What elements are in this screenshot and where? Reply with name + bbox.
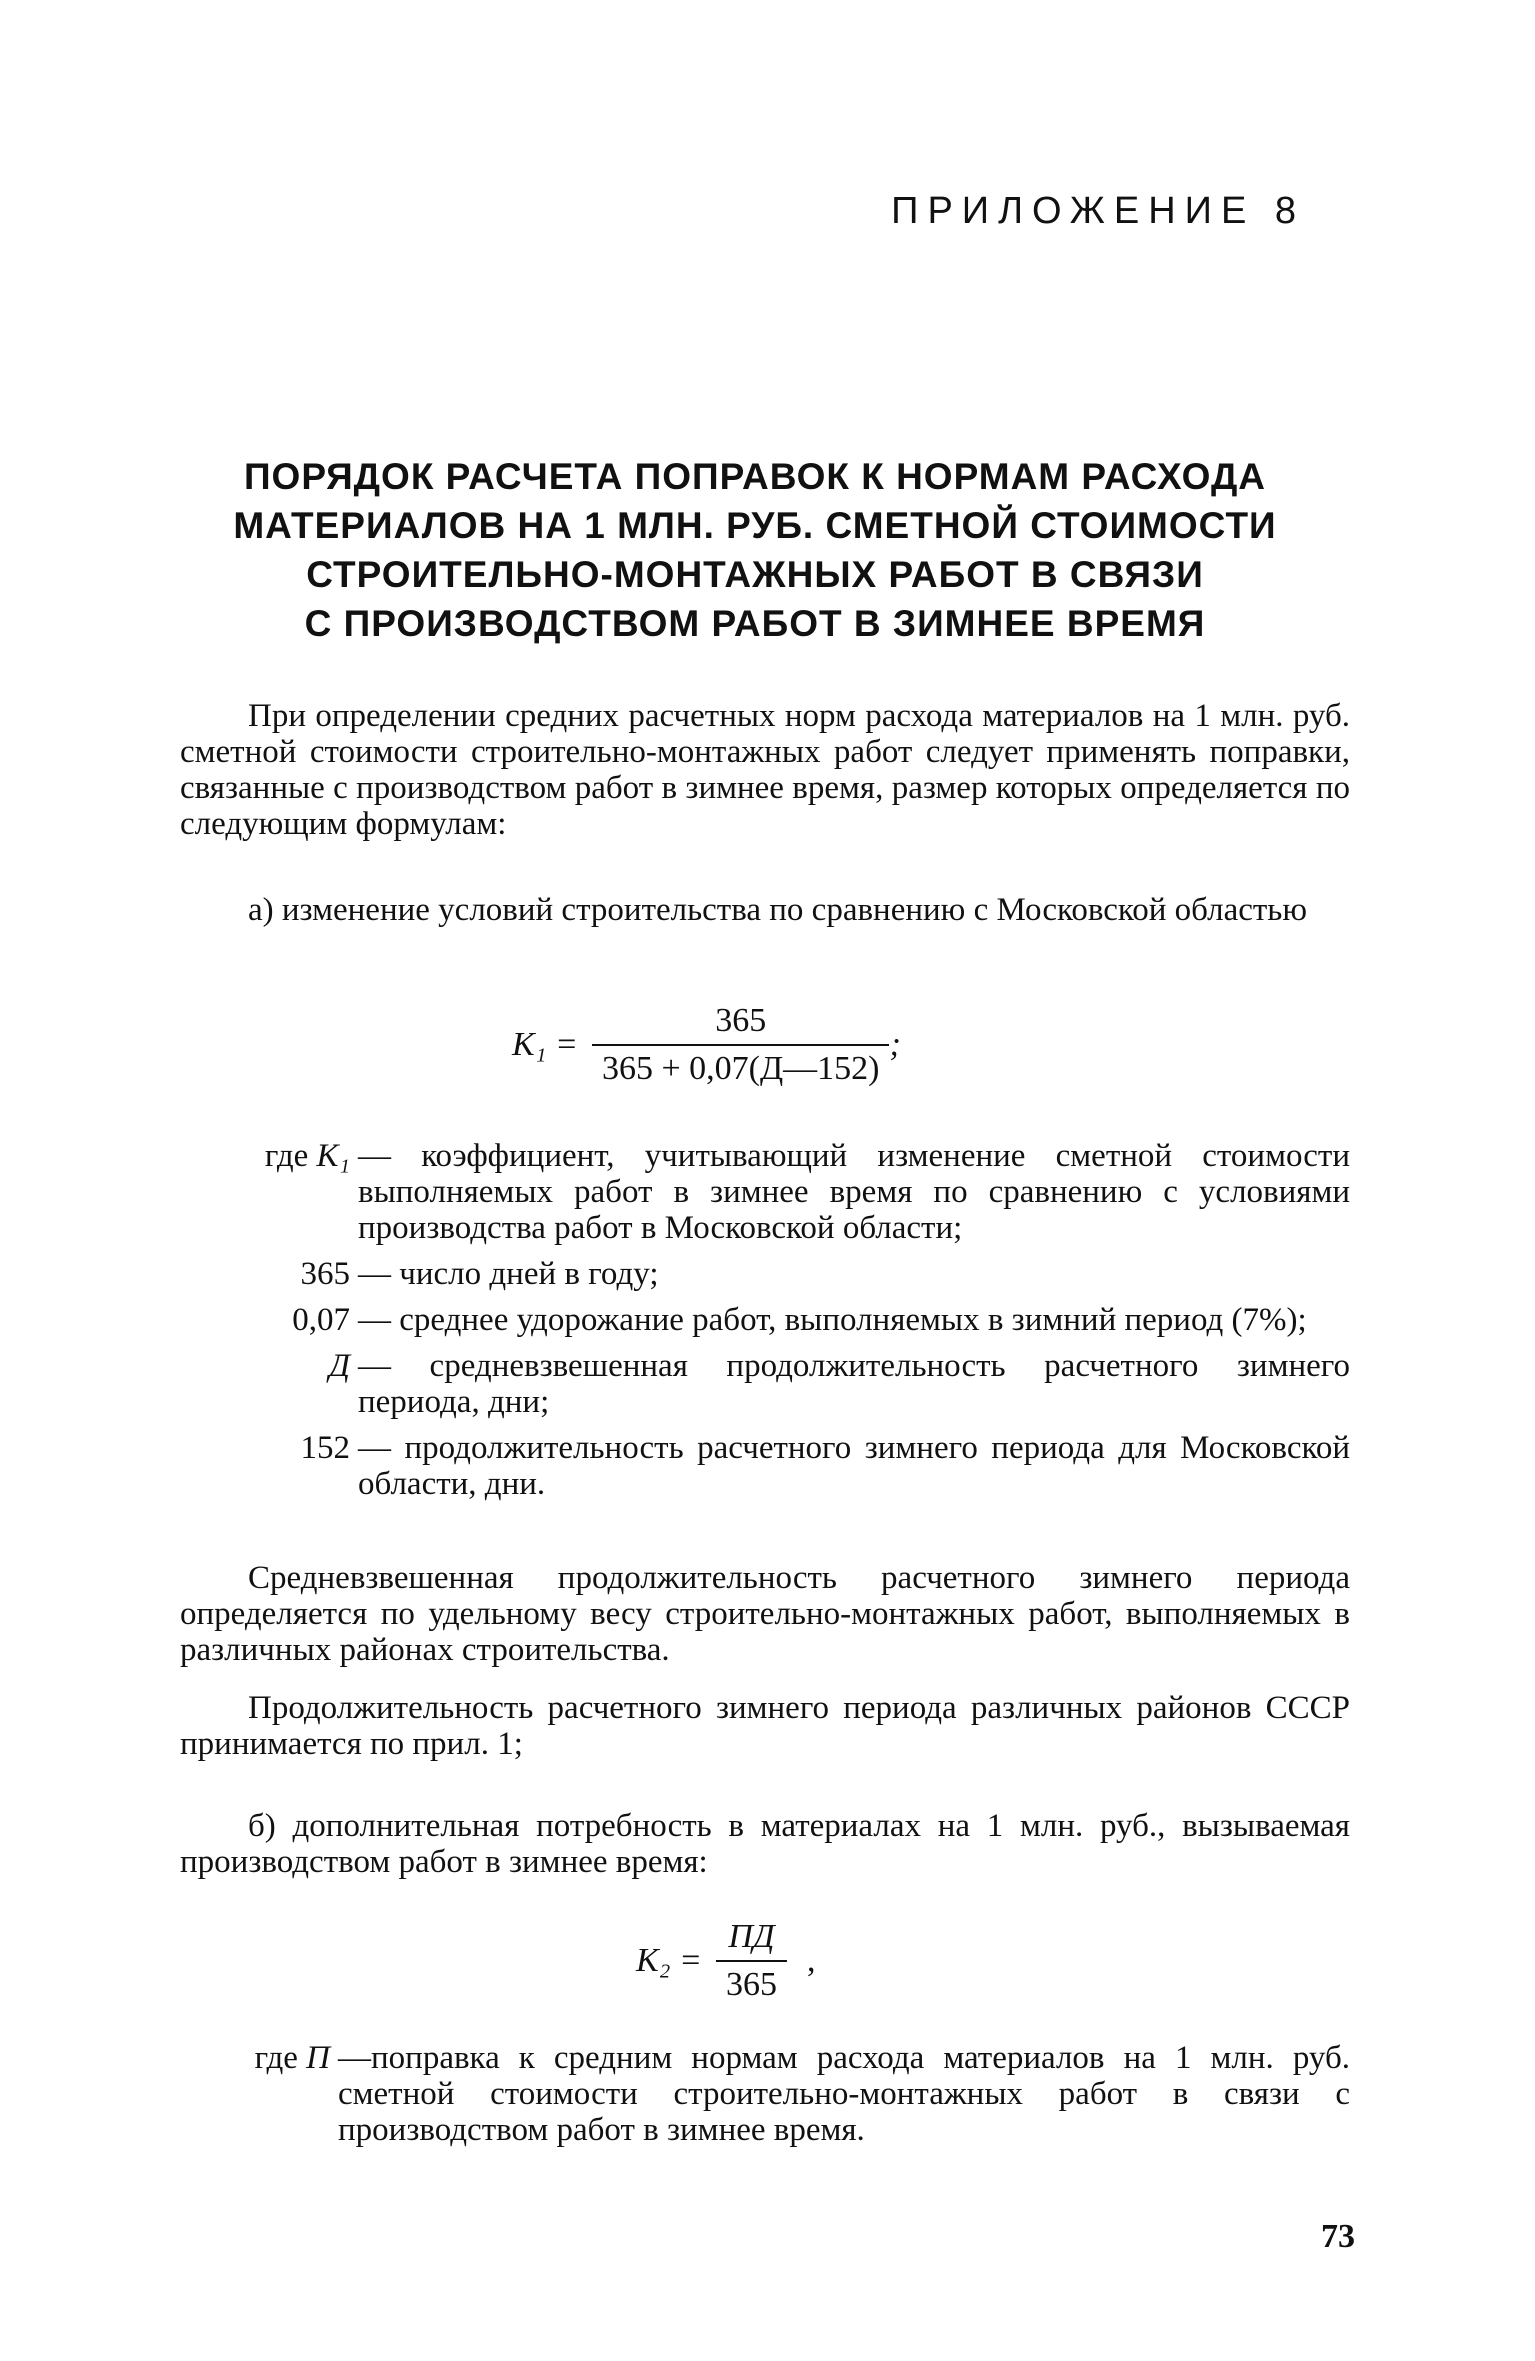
definition-symbol (180, 1302, 358, 1338)
definition-symbol-text: 0,07 (292, 1302, 350, 1338)
title-line: МАТЕРИАЛОВ НА 1 МЛН. РУБ. СМЕТНОЙ СТОИМОСТИ (233, 505, 1277, 546)
formula-k2-numerator: ПД (728, 1918, 775, 1955)
formula-k1-numerator: 365 (715, 1002, 767, 1039)
definition-symbol (180, 1138, 358, 1246)
definitions-k2 (180, 2040, 1350, 2158)
definition-text: —поправка к средним нормам расхода материалов на 1 млн. руб. сметной стоимости строительно-монтажных работ в связи с производством работ в зимнее время. (338, 2040, 1350, 2148)
section-title (180, 452, 1330, 648)
formula-k2 (636, 1918, 815, 2004)
formula-k1-denominator: 365 + 0,07(Д—152) (592, 1044, 890, 1088)
definition-prefix: где (254, 2040, 307, 2076)
definition-symbol-text: 365 (300, 1256, 350, 1292)
formula-k1-lhs: K₁ = (512, 1026, 578, 1063)
definition-symbol-text: K₁ (316, 1138, 350, 1174)
formula-k1-tail: ; (889, 1026, 901, 1063)
definition-row (180, 1256, 1350, 1292)
title-line: СТРОИТЕЛЬНО-МОНТАЖНЫХ РАБОТ В СВЯЗИ (306, 554, 1204, 595)
formula-k2-lhs: K₂ = (636, 1942, 702, 1979)
definition-text: — среднее удорожание работ, выполняемых в зимний период (7%); (358, 1302, 1307, 1338)
definition-symbol-text: П (306, 2040, 330, 2076)
definition-symbol (180, 1348, 358, 1420)
formula-k2-denominator: 365 (716, 1960, 787, 2004)
appendix-label: ПРИЛОЖЕНИЕ 8 (891, 190, 1305, 232)
definition-prefix: где (264, 1138, 317, 1174)
definition-symbol-text: 152 (300, 1430, 350, 1466)
title-line: ПОРЯДОК РАСЧЕТА ПОПРАВОК К НОРМАМ РАСХОДА (243, 456, 1267, 497)
definition-symbol-text: Д (329, 1348, 350, 1384)
weighted-duration-paragraph: Средневзвешенная продолжительность расчетного зимнего периода определяется по удельному весу строительно-монтажных работ, выполняемых в различных районах строительства. (180, 1560, 1350, 1668)
definition-row (180, 1302, 1350, 1338)
formula-k1 (512, 1002, 901, 1088)
item-b-paragraph: б) дополнительная потребность в материалах на 1 млн. руб., вызываемая производством работ в зимнее время: (180, 1808, 1350, 1880)
intro-paragraph: При определении средних расчетных норм расхода материалов на 1 млн. руб. сметной стоимости строительно-монтажных работ следует применять поправки, связанные с производством работ в зимнее время, размер которых определяется по следующим формулам: (180, 698, 1350, 842)
formula-k1-fraction (592, 1002, 890, 1088)
definition-symbol (180, 1256, 358, 1292)
definition-text: — средневзвешенная продолжительность расчетного зимнего периода, дни; (358, 1348, 1350, 1420)
definition-text: — продолжительность расчетного зимнего периода для Московской области, дни. (358, 1430, 1350, 1502)
definitions-k1 (180, 1138, 1350, 1512)
title-line: С ПРОИЗВОДСТВОМ РАБОТ В ЗИМНЕЕ ВРЕМЯ (304, 603, 1206, 644)
definition-text: — число дней в году; (358, 1256, 659, 1292)
duration-paragraph: Продолжительность расчетного зимнего периода различных районов СССР принимается по прил. 1; (180, 1690, 1350, 1762)
formula-k2-fraction (716, 1918, 787, 2004)
definition-symbol (180, 2040, 338, 2148)
definition-row (180, 1348, 1350, 1420)
definition-symbol (180, 1430, 358, 1502)
definition-text: — коэффициент, учитывающий изменение сметной стоимости выполняемых работ в зимнее время по сравнению с условиями производства работ в Московской области; (358, 1138, 1350, 1246)
definition-row (180, 1138, 1350, 1246)
formula-k2-tail: , (806, 1942, 816, 1979)
page-number: 73 (1321, 2218, 1355, 2255)
definition-row (180, 1430, 1350, 1502)
item-a-paragraph: а) изменение условий строительства по сравнению с Московской областью (248, 892, 1307, 928)
definition-row (180, 2040, 1350, 2148)
